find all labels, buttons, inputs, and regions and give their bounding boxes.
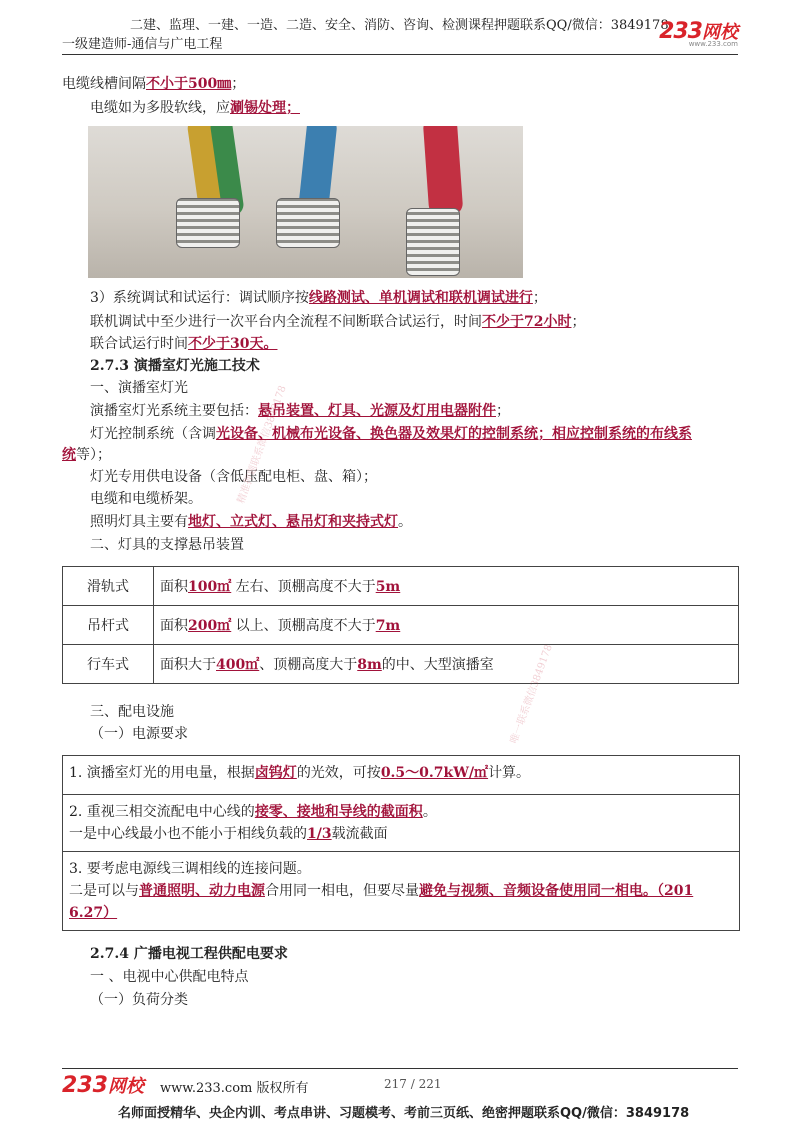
footer-divider: [62, 1068, 738, 1069]
header-book-title: 一级建造师-通信与广电工程: [62, 37, 223, 52]
text-line: 演播室灯光系统主要包括：悬吊装置、灯具、光源及灯用电器附件；: [90, 403, 510, 419]
footer-contact-line: 名师面授精华、央企内训、考点串讲、习题模考、考前三页纸、绝密押题联系QQ/微信：3849178: [118, 1106, 690, 1121]
text-line: 电缆如为多股软线，应涮锡处理；: [90, 100, 300, 116]
header-divider: [62, 54, 738, 55]
subsection-heading: 三、配电设施: [90, 704, 174, 720]
logo-text: 网校: [702, 22, 738, 43]
text-line: 灯光专用供电设备（含低压配电柜、盘、箱）；: [90, 469, 377, 485]
text-line: 统等）；: [62, 447, 111, 463]
footer-logo: [62, 1072, 144, 1098]
header-contact-line: 二建、监理、一建、一造、二造、安全、消防、咨询、检测课程押题联系QQ/微信：3849178: [130, 18, 669, 33]
support-device-table: [62, 566, 739, 684]
logo-url: www.233.com: [688, 40, 738, 48]
page-number: 217 / 221: [384, 1077, 442, 1091]
table-cell-spec: 面积200㎡ 以上、顶棚高度不大于7m: [154, 606, 739, 645]
text-line: 3）系统调试和试运行：调试顺序按线路测试、单机调试和联机调试进行；: [90, 290, 547, 306]
text-line: 联合试运行时间不少于30天。: [90, 336, 278, 352]
table-cell-type: 吊杆式: [63, 606, 154, 645]
footer-logo-text: 网校: [107, 1076, 144, 1097]
power-item-2: 2. 重视三相交流配电中心线的接零、接地和导线的截面积。 一是中心线最小也不能小于相线负载的1/3载流截面: [63, 795, 739, 852]
cable-lugs-photo: [88, 126, 523, 278]
footer-logo-number: 233: [62, 1073, 108, 1098]
table-row: [63, 567, 739, 606]
text-line: 照明灯具主要有地灯、立式灯、悬吊灯和夹持式灯。: [90, 514, 412, 530]
power-item-1: 1. 演播室灯光的用电量，根据卤钨灯的光效，可按0.5～0.7kW/㎡计算。: [63, 756, 739, 795]
subsection-heading: （一）电源要求: [90, 726, 188, 742]
table-cell-spec: 面积大于400㎡、顶棚高度大于8m的中、大型演播室: [154, 645, 739, 684]
table-row: [63, 606, 739, 645]
text-line: 电缆和电缆桥架。: [90, 491, 202, 507]
footer-copyright: www.233.com 版权所有: [160, 1081, 309, 1096]
power-requirement-box: [62, 755, 740, 931]
subsection-heading: 一 、电视中心供配电特点: [90, 969, 249, 985]
subsection-heading: （一）负荷分类: [90, 992, 188, 1008]
section-heading: 2.7.3 演播室灯光施工技术: [90, 358, 260, 374]
subsection-heading: 二、灯具的支撑悬吊装置: [90, 537, 244, 553]
section-heading: 2.7.4 广播电视工程供配电要求: [90, 946, 288, 962]
watermark-text: 精准押题联系微信3849178: [235, 384, 289, 506]
subsection-heading: 一、演播室灯光: [90, 380, 188, 396]
text-line: 联机调试中至少进行一次平台内全流程不间断联合试运行，时间不少于72小时；: [90, 314, 586, 330]
logo-number: 233: [659, 19, 702, 44]
header-logo: [659, 18, 738, 48]
text-line: 电缆线槽间隔不小于500㎜；: [62, 76, 246, 92]
power-item-3: 3. 要考虑电源线三调相线的连接问题。 二是可以与普通照明、动力电源合用同一相电，但要尽量避免与视频、音频设备使用同一相电。（201 6.27）: [69, 861, 694, 921]
watermark-text: 唯一联系微信3849178: [508, 643, 555, 746]
table-cell-spec: 面积100㎡ 左右、顶棚高度不大于5m: [154, 567, 739, 606]
text-line: 灯光控制系统（含调光设备、机械布光设备、换色器及效果灯的控制系统；相应控制系统的布线系: [90, 426, 692, 442]
table-cell-type: 行车式: [63, 645, 154, 684]
table-row: [63, 645, 739, 684]
table-cell-type: 滑轨式: [63, 567, 154, 606]
